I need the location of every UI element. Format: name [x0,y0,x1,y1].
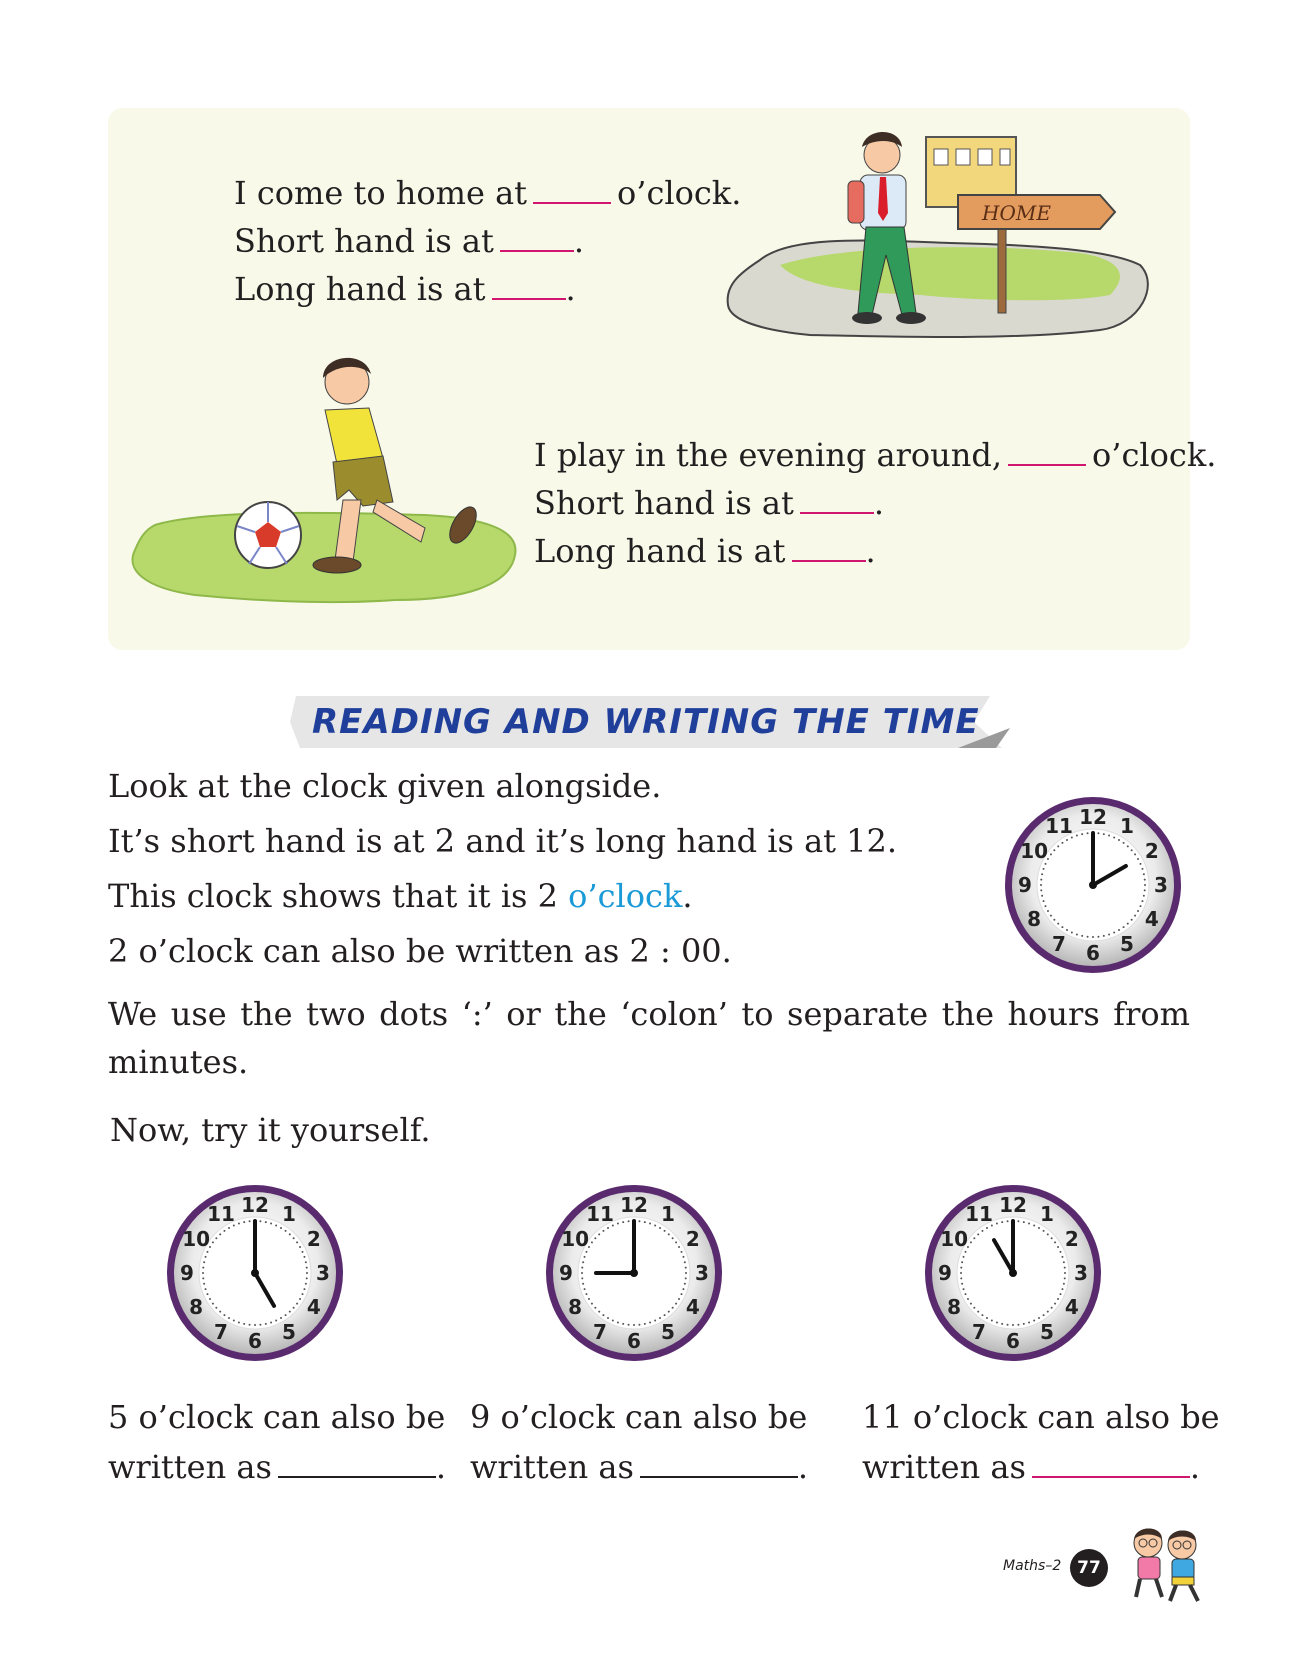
clock-number: 12 [620,1193,648,1217]
clock-number: 6 [1086,941,1100,965]
play-question-line [534,434,1216,475]
caption-eleven-line-2: written as [862,1448,1026,1486]
clock-center [1009,1269,1017,1277]
clock-number: 8 [947,1295,962,1319]
home-time-blank[interactable] [533,172,611,204]
clock-number: 1 [1120,814,1134,839]
clock-number: 4 [1144,907,1159,931]
answer-blank-eleven[interactable] [1032,1446,1190,1478]
lesson-line-4: 2 o’clock can also be written as 2 : 00. [108,932,732,970]
play-short-hand-line [534,482,884,523]
lesson-line-3-period: . [682,877,693,915]
clock-number: 5 [282,1319,296,1344]
clock-number: 9 [938,1261,952,1285]
clock-nine [541,1180,727,1366]
clock-number: 5 [1040,1319,1054,1344]
clock-number: 12 [1079,805,1107,829]
home-long-hand-line [234,268,576,309]
clock-number: 10 [182,1227,211,1251]
clock-number: 1 [661,1202,675,1227]
caption-nine-line-1: 9 o’clock can also be [470,1398,808,1436]
clock-number: 6 [248,1329,262,1353]
caption-eleven-line-1: 11 o’clock can also be [862,1398,1220,1436]
home-question-suffix: o’clock. [617,174,742,212]
home-long-hand-blank[interactable] [492,268,566,300]
clock-number: 8 [1027,907,1042,931]
clock-number: 2 [685,1227,700,1251]
clock-number: 9 [1018,873,1032,897]
boy-going-home-illustration [720,125,1170,350]
clock-number: 7 [593,1319,607,1344]
caption-eleven [862,1392,1220,1492]
clock-number: 7 [214,1319,228,1344]
lesson-line-3-text: This clock shows that it is 2 [108,877,558,915]
home-long-hand-label: Long hand is at [234,270,486,308]
clock-number: 2 [1144,839,1159,863]
lesson-line-2: It’s short hand is at 2 and it’s long hand is at 12. [108,822,898,860]
clock-number: 3 [1154,873,1168,897]
clock-number: 4 [306,1295,321,1319]
page-number: 77 [1070,1549,1108,1587]
kids-mascot-illustration [1118,1525,1214,1605]
play-question-text: I play in the evening around, [534,436,1003,474]
clock-number: 4 [1064,1295,1079,1319]
play-time-blank[interactable] [1008,434,1086,466]
home-long-hand-period: . [565,270,576,308]
clock-number: 5 [1120,931,1134,956]
clock-number: 9 [559,1261,573,1285]
clock-number: 2 [1064,1227,1079,1251]
clock-number: 1 [282,1202,296,1227]
caption-five-period: . [435,1448,447,1486]
clock-number: 2 [306,1227,321,1251]
clock-number: 12 [241,1193,269,1217]
caption-five-line-1: 5 o’clock can also be [108,1398,446,1436]
clock-center [1089,881,1097,889]
clock-five [162,1180,348,1366]
caption-eleven-period: . [1189,1448,1201,1486]
clock-center [630,1269,638,1277]
oclock-keyword: o’clock [568,877,683,915]
play-long-hand-line [534,530,876,571]
clock-number: 1 [1040,1202,1054,1227]
home-short-hand-blank[interactable] [500,220,574,252]
play-long-hand-period: . [865,532,876,570]
clock-number: 12 [999,1193,1027,1217]
example-clock [1000,792,1186,978]
lesson-line-5: We use the two dots ‘:’ or the ‘colon’ to separate the hours from minutes. [108,995,1190,1081]
clock-number: 10 [940,1227,969,1251]
home-sign-text: HOME [982,201,1051,225]
clock-center [251,1269,259,1277]
clock-number: 11 [207,1202,235,1227]
caption-nine-line-2: written as [470,1448,634,1486]
clock-number: 9 [180,1261,194,1285]
clock-number: 6 [627,1329,641,1353]
answer-blank-five[interactable] [278,1446,436,1478]
home-short-hand-period: . [573,222,585,260]
caption-nine [470,1392,808,1492]
play-short-hand-label: Short hand is at [534,484,794,522]
home-short-hand-line [234,220,584,261]
play-question-suffix: o’clock. [1092,436,1217,474]
play-long-hand-blank[interactable] [792,530,866,562]
clock-number: 5 [661,1319,675,1344]
play-long-hand-label: Long hand is at [534,532,786,570]
play-short-hand-blank[interactable] [800,482,874,514]
caption-five-line-2: written as [108,1448,272,1486]
clock-number: 10 [1020,839,1049,863]
clock-eleven [920,1180,1106,1366]
clock-number: 11 [586,1202,614,1227]
play-short-hand-period: . [873,484,885,522]
home-short-hand-label: Short hand is at [234,222,494,260]
clock-number: 7 [1052,931,1066,956]
clock-number: 3 [695,1261,709,1285]
clock-number: 10 [561,1227,590,1251]
try-yourself-text: Now, try it yourself. [110,1111,431,1149]
book-label: Maths–2 [1003,1558,1062,1574]
clock-number: 3 [1074,1261,1088,1285]
clock-number: 4 [685,1295,700,1319]
clock-number: 8 [568,1295,583,1319]
lesson-line-3 [108,876,693,916]
lesson-line-1: Look at the clock given alongside. [108,767,662,805]
caption-five [108,1392,446,1492]
clock-number: 3 [316,1261,330,1285]
caption-nine-period: . [797,1448,809,1486]
clock-number: 6 [1006,1329,1020,1353]
section-title: READING AND WRITING THE TIME [312,702,980,742]
answer-blank-nine[interactable] [640,1446,798,1478]
clock-number: 8 [189,1295,204,1319]
clock-number: 7 [972,1319,986,1344]
clock-number: 11 [965,1202,993,1227]
home-question-line [234,172,741,213]
boy-playing-football-illustration [125,350,525,625]
home-question-text: I come to home at [234,174,528,212]
clock-number: 11 [1045,814,1073,839]
